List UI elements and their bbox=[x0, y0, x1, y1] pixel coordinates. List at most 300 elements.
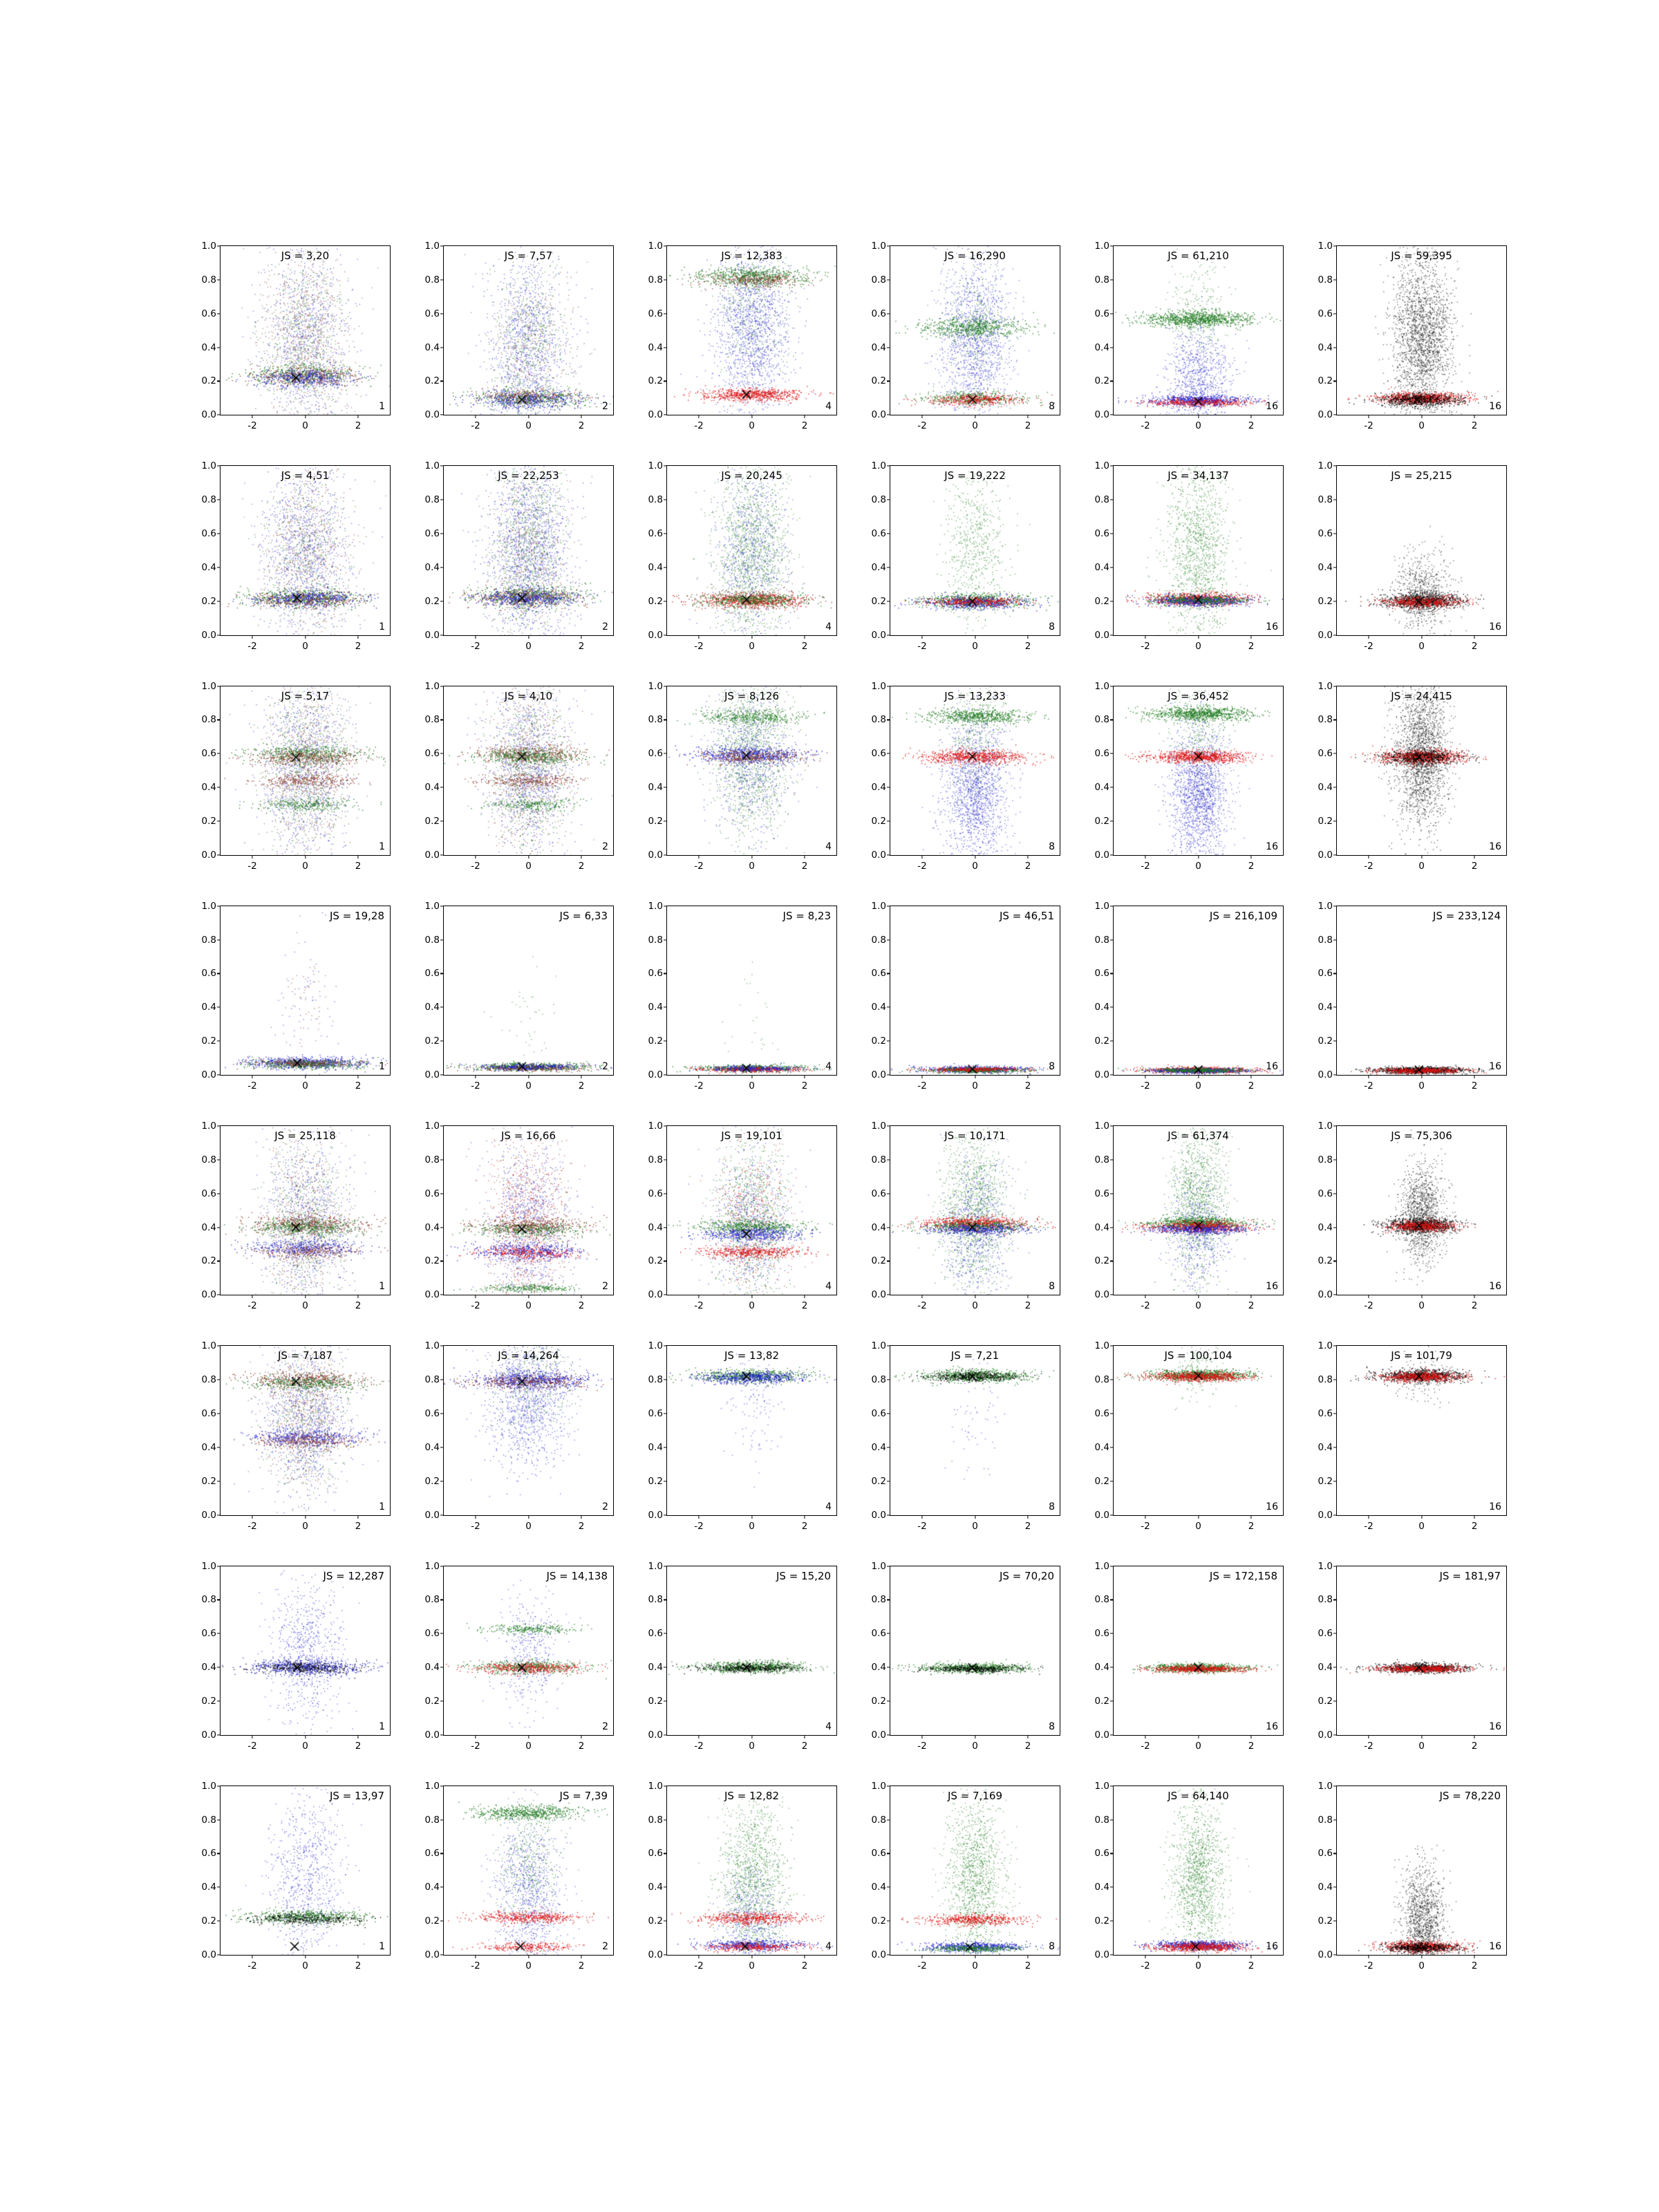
js-divergence-label: JS = 12,82 bbox=[724, 1789, 779, 1802]
y-axis-tick-label: 0.4 bbox=[648, 782, 663, 794]
x-axis-tick-label: -2 bbox=[917, 1520, 927, 1532]
y-axis-tick-label: 0.2 bbox=[1318, 1035, 1333, 1047]
js-divergence-label: JS = 20,245 bbox=[721, 469, 782, 482]
panel-index-label: 16 bbox=[1266, 401, 1278, 413]
subplot-axes[interactable] bbox=[1318, 900, 1507, 1091]
subplot-axes[interactable] bbox=[648, 1780, 837, 1971]
x-axis-tick-label: 0 bbox=[302, 1740, 308, 1752]
x-axis-tick-label: -2 bbox=[694, 860, 704, 872]
y-axis-tick-label: 0.4 bbox=[424, 341, 440, 353]
x-axis-tick-label: 2 bbox=[355, 640, 362, 652]
x-axis-tick-mark bbox=[357, 1955, 358, 1958]
subplot-cell bbox=[1303, 241, 1507, 447]
y-axis-tick-label: 1.0 bbox=[1094, 1340, 1109, 1352]
x-axis-tick-mark bbox=[921, 415, 922, 418]
y-axis-tick-label: 0.0 bbox=[648, 1949, 663, 1960]
subplot-axes[interactable] bbox=[1094, 1780, 1284, 1971]
js-divergence-label: JS = 12,287 bbox=[323, 1569, 384, 1582]
y-axis-tick-label: 0.0 bbox=[201, 409, 216, 421]
js-divergence-label: JS = 14,138 bbox=[546, 1569, 608, 1582]
y-axis-tick-label: 0.8 bbox=[1318, 1594, 1333, 1606]
x-axis-tick-label: 0 bbox=[525, 1080, 532, 1091]
subplot-axes[interactable] bbox=[871, 241, 1060, 432]
x-axis-tick-label: 2 bbox=[1471, 420, 1478, 432]
y-axis-tick-label: 0.6 bbox=[648, 968, 663, 980]
subplot-cell bbox=[187, 241, 391, 447]
subplot-cell bbox=[410, 900, 614, 1107]
subplot-axes[interactable] bbox=[424, 241, 614, 432]
subplot-axes[interactable] bbox=[648, 460, 837, 652]
subplot-axes[interactable] bbox=[1318, 680, 1507, 872]
panel-index-label: 1 bbox=[379, 1941, 385, 1952]
x-axis-tick-label: -2 bbox=[1141, 1300, 1150, 1312]
x-axis-tick-label: 0 bbox=[302, 1960, 308, 1971]
subplot-axes[interactable] bbox=[871, 1121, 1060, 1312]
x-axis-tick-label: 0 bbox=[1418, 420, 1425, 432]
x-axis-tick-mark bbox=[357, 855, 358, 859]
y-axis-tick-label: 0.2 bbox=[1094, 595, 1109, 607]
x-axis-tick-mark bbox=[1368, 415, 1369, 418]
y-axis-tick-label: 0.8 bbox=[1094, 1154, 1109, 1165]
scatter-points bbox=[1337, 1126, 1506, 1295]
x-axis-tick-mark bbox=[698, 1075, 699, 1078]
y-axis-tick-label: 0.0 bbox=[424, 629, 440, 641]
x-axis-tick-label: 2 bbox=[1471, 640, 1478, 652]
js-divergence-label: JS = 24,415 bbox=[1391, 689, 1452, 702]
subplot-cell bbox=[410, 241, 614, 447]
y-axis-tick-label: 0.6 bbox=[201, 308, 216, 319]
js-divergence-label: JS = 3,20 bbox=[281, 250, 330, 262]
x-axis-tick-mark bbox=[357, 635, 358, 639]
x-axis-tick-label: 2 bbox=[1471, 1960, 1478, 1971]
x-axis-tick-mark bbox=[305, 635, 306, 639]
js-divergence-label: JS = 8,23 bbox=[782, 909, 831, 922]
y-axis-tick-label: 0.4 bbox=[871, 782, 886, 794]
y-axis-tick-label: 0.0 bbox=[871, 1069, 886, 1080]
y-axis-tick-label: 0.0 bbox=[871, 1289, 886, 1301]
y-axis-tick-label: 0.0 bbox=[1094, 1949, 1109, 1960]
y-axis-tick-label: 0.0 bbox=[1318, 1069, 1333, 1080]
x-axis-tick-mark bbox=[1250, 855, 1251, 859]
y-axis-tick-label: 1.0 bbox=[1094, 460, 1109, 472]
panel-index-label: 2 bbox=[602, 1281, 608, 1293]
panel-index-label: 16 bbox=[1266, 1501, 1278, 1512]
subplot-axes[interactable] bbox=[424, 1121, 614, 1312]
x-axis-tick-label: -2 bbox=[247, 1080, 257, 1091]
panel-index-label: 16 bbox=[1266, 1721, 1278, 1732]
x-axis-tick-label: 2 bbox=[1024, 1520, 1031, 1532]
y-axis-tick-label: 0.0 bbox=[1318, 1729, 1333, 1741]
panel-index-label: 1 bbox=[379, 1501, 385, 1512]
x-axis-tick-mark bbox=[357, 415, 358, 418]
subplot-axes[interactable] bbox=[1094, 900, 1284, 1091]
x-axis-tick-label: 0 bbox=[749, 1740, 755, 1752]
subplot-axes[interactable] bbox=[1094, 241, 1284, 432]
panel-index-label: 1 bbox=[379, 401, 385, 413]
x-axis-tick-label: 2 bbox=[801, 1080, 808, 1091]
x-axis-tick-label: 0 bbox=[525, 1740, 532, 1752]
y-axis-tick-label: 0.6 bbox=[648, 308, 663, 319]
x-axis-tick-label: -2 bbox=[1364, 1960, 1374, 1971]
x-axis-tick-label: 2 bbox=[1024, 1960, 1031, 1971]
x-axis-tick-mark bbox=[804, 855, 805, 859]
x-axis-tick-label: 0 bbox=[302, 420, 308, 432]
subplot-axes[interactable] bbox=[424, 1780, 614, 1971]
y-axis-tick-label: 0.0 bbox=[1094, 1509, 1109, 1521]
subplot-axes[interactable] bbox=[648, 1121, 837, 1312]
y-axis-tick-label: 0.6 bbox=[1318, 1628, 1333, 1640]
y-axis-tick-label: 0.8 bbox=[201, 934, 216, 946]
y-axis-tick-label: 0.6 bbox=[424, 968, 440, 980]
y-axis-tick-label: 0.8 bbox=[648, 714, 663, 726]
x-axis-tick-label: 0 bbox=[972, 1080, 978, 1091]
subplot-axes[interactable] bbox=[424, 1340, 614, 1532]
y-axis-tick-label: 0.2 bbox=[424, 1695, 440, 1707]
y-axis-tick-label: 0.4 bbox=[1094, 341, 1109, 353]
x-axis-tick-label: 0 bbox=[972, 860, 978, 872]
y-axis-tick-label: 0.4 bbox=[1318, 1221, 1333, 1233]
y-axis-tick-label: 1.0 bbox=[424, 241, 440, 252]
x-axis-tick-mark bbox=[305, 855, 306, 859]
y-axis-tick-label: 0.2 bbox=[648, 1475, 663, 1487]
y-axis-tick-label: 0.6 bbox=[1318, 1848, 1333, 1859]
y-axis-tick-label: 1.0 bbox=[1318, 1340, 1333, 1352]
subplot-axes[interactable] bbox=[648, 1340, 837, 1532]
y-axis-tick-label: 0.8 bbox=[871, 274, 886, 285]
y-axis-tick-label: 0.4 bbox=[1318, 782, 1333, 794]
x-axis-tick-mark bbox=[1421, 855, 1422, 859]
x-axis-tick-mark bbox=[1368, 635, 1369, 639]
y-axis-tick-label: 0.8 bbox=[424, 494, 440, 506]
x-axis-tick-label: 2 bbox=[1248, 860, 1255, 872]
subplot-axes[interactable] bbox=[871, 1340, 1060, 1532]
x-axis-tick-label: -2 bbox=[247, 640, 257, 652]
x-axis-tick-mark bbox=[1198, 635, 1199, 639]
x-axis-tick-label: -2 bbox=[471, 1960, 480, 1971]
x-axis-tick-label: -2 bbox=[1364, 640, 1374, 652]
y-axis-tick-label: 0.0 bbox=[1094, 1069, 1109, 1080]
js-divergence-label: JS = 46,51 bbox=[1000, 909, 1054, 922]
y-axis-tick-label: 0.4 bbox=[201, 561, 216, 573]
y-axis-tick-label: 0.0 bbox=[1094, 849, 1109, 861]
x-axis-tick-label: 2 bbox=[1471, 1740, 1478, 1752]
x-axis-tick-label: 0 bbox=[1195, 1520, 1201, 1532]
y-axis-tick-label: 1.0 bbox=[871, 1780, 886, 1792]
x-axis-tick-label: 0 bbox=[302, 640, 308, 652]
y-axis-tick-label: 0.8 bbox=[1094, 934, 1109, 946]
x-axis-tick-label: 2 bbox=[1471, 1080, 1478, 1091]
y-axis-tick-label: 1.0 bbox=[1094, 1560, 1109, 1572]
x-axis-tick-mark bbox=[921, 1515, 922, 1519]
x-axis-tick-label: 2 bbox=[578, 860, 585, 872]
x-axis-tick-label: -2 bbox=[247, 1520, 257, 1532]
x-axis-tick-mark bbox=[305, 1735, 306, 1738]
y-axis-tick-label: 0.0 bbox=[1318, 1289, 1333, 1301]
x-axis-tick-label: 2 bbox=[1024, 1080, 1031, 1091]
x-axis-tick-label: 2 bbox=[355, 1300, 362, 1312]
y-axis-tick-label: 0.8 bbox=[424, 1154, 440, 1165]
scatter-points bbox=[444, 466, 613, 635]
subplot-cell bbox=[410, 460, 614, 667]
subplot-cell bbox=[187, 460, 391, 667]
x-axis-tick-mark bbox=[528, 1075, 529, 1078]
subplot-axes[interactable] bbox=[424, 680, 614, 872]
y-axis-tick-label: 0.4 bbox=[648, 1221, 663, 1233]
y-axis-tick-label: 1.0 bbox=[1318, 680, 1333, 692]
subplot-axes[interactable] bbox=[648, 241, 837, 432]
js-divergence-label: JS = 6,33 bbox=[559, 909, 608, 922]
y-axis-tick-label: 0.0 bbox=[424, 1729, 440, 1741]
x-axis-tick-label: 2 bbox=[355, 1960, 362, 1971]
x-axis-tick-label: 0 bbox=[749, 1300, 755, 1312]
subplot-axes[interactable] bbox=[1094, 1121, 1284, 1312]
subplot-axes[interactable] bbox=[871, 1780, 1060, 1971]
y-axis-tick-label: 0.0 bbox=[1094, 629, 1109, 641]
x-axis-tick-mark bbox=[804, 1295, 805, 1298]
y-axis-tick-label: 0.8 bbox=[1318, 1374, 1333, 1386]
x-axis-tick-label: 0 bbox=[749, 1520, 755, 1532]
y-axis-tick-label: 0.8 bbox=[871, 1594, 886, 1606]
y-axis-tick-label: 0.4 bbox=[424, 1882, 440, 1893]
y-axis-tick-label: 0.0 bbox=[1318, 849, 1333, 861]
y-axis-tick-label: 0.0 bbox=[424, 849, 440, 861]
subplot-axes[interactable] bbox=[201, 460, 391, 652]
panel-index-label: 16 bbox=[1489, 1281, 1501, 1293]
x-axis-tick-mark bbox=[698, 1295, 699, 1298]
subplot-cell bbox=[1303, 1121, 1507, 1327]
y-axis-tick-label: 0.8 bbox=[1318, 274, 1333, 285]
panel-index-label: 16 bbox=[1489, 841, 1501, 852]
scatter-points bbox=[221, 246, 390, 415]
scatter-points bbox=[667, 246, 836, 415]
y-axis-tick-label: 0.2 bbox=[424, 815, 440, 827]
x-axis-tick-mark bbox=[921, 1075, 922, 1078]
scatter-points bbox=[1337, 1566, 1506, 1735]
x-axis-tick-label: 0 bbox=[1195, 420, 1201, 432]
x-axis-tick-mark bbox=[751, 1075, 752, 1078]
y-axis-tick-label: 0.4 bbox=[871, 561, 886, 573]
js-divergence-label: JS = 78,220 bbox=[1439, 1789, 1501, 1802]
y-axis-tick-label: 0.0 bbox=[201, 629, 216, 641]
y-axis-tick-label: 0.2 bbox=[201, 1255, 216, 1267]
scatter-points bbox=[1114, 1786, 1283, 1955]
x-axis-tick-mark bbox=[921, 1735, 922, 1738]
x-axis-tick-mark bbox=[475, 1515, 476, 1519]
x-axis-tick-label: 2 bbox=[578, 1300, 585, 1312]
scatter-points bbox=[444, 1786, 613, 1955]
subplot-axes[interactable] bbox=[648, 1560, 837, 1752]
y-axis-tick-label: 1.0 bbox=[424, 900, 440, 912]
subplot-cell bbox=[1303, 680, 1507, 888]
subplot-axes[interactable] bbox=[1094, 1340, 1284, 1532]
y-axis-tick-label: 1.0 bbox=[201, 1560, 216, 1572]
x-axis-tick-label: 0 bbox=[302, 1520, 308, 1532]
x-axis-tick-mark bbox=[475, 415, 476, 418]
y-axis-tick-label: 0.0 bbox=[424, 1509, 440, 1521]
y-axis-tick-label: 0.6 bbox=[201, 1628, 216, 1640]
y-axis-tick-label: 0.0 bbox=[648, 409, 663, 421]
x-axis-tick-mark bbox=[305, 1515, 306, 1519]
y-axis-tick-label: 0.8 bbox=[871, 494, 886, 506]
panel-index-label: 16 bbox=[1489, 1721, 1501, 1732]
subplot-axes[interactable] bbox=[648, 680, 837, 872]
y-axis-tick-label: 0.0 bbox=[871, 629, 886, 641]
subplot-cell bbox=[1080, 241, 1284, 447]
x-axis-tick-label: 2 bbox=[801, 1960, 808, 1971]
y-axis-tick-label: 0.2 bbox=[201, 595, 216, 607]
y-axis-tick-label: 0.4 bbox=[871, 341, 886, 353]
panel-index-label: 1 bbox=[379, 1061, 385, 1072]
subplot-axes[interactable] bbox=[1318, 460, 1507, 652]
x-axis-tick-label: -2 bbox=[471, 1080, 480, 1091]
y-axis-tick-label: 1.0 bbox=[648, 680, 663, 692]
x-axis-tick-mark bbox=[475, 1735, 476, 1738]
x-axis-tick-mark bbox=[1198, 415, 1199, 418]
y-axis-tick-label: 1.0 bbox=[424, 680, 440, 692]
y-axis-tick-label: 0.8 bbox=[871, 1154, 886, 1165]
subplot-axes[interactable] bbox=[424, 900, 614, 1091]
y-axis-tick-label: 0.6 bbox=[424, 748, 440, 760]
x-axis-tick-label: 0 bbox=[972, 640, 978, 652]
x-axis-tick-label: 0 bbox=[525, 1520, 532, 1532]
panel-index-label: 2 bbox=[602, 1941, 608, 1952]
subplot-axes[interactable] bbox=[201, 1560, 391, 1752]
y-axis-tick-label: 0.8 bbox=[201, 274, 216, 285]
y-axis-tick-label: 0.4 bbox=[1094, 561, 1109, 573]
y-axis-tick-label: 0.6 bbox=[1094, 1848, 1109, 1859]
x-axis-tick-mark bbox=[1250, 1735, 1251, 1738]
y-axis-tick-label: 0.2 bbox=[424, 1915, 440, 1927]
subplot-axes[interactable] bbox=[1318, 1340, 1507, 1532]
scatter-points bbox=[890, 906, 1060, 1075]
x-axis-tick-mark bbox=[475, 1295, 476, 1298]
x-axis-tick-label: 0 bbox=[972, 420, 978, 432]
y-axis-tick-label: 0.0 bbox=[1318, 629, 1333, 641]
x-axis-tick-mark bbox=[804, 415, 805, 418]
y-axis-tick-label: 0.0 bbox=[424, 1289, 440, 1301]
x-axis-tick-mark bbox=[1027, 1955, 1028, 1958]
subplot-axes[interactable] bbox=[201, 1121, 391, 1312]
panel-index-label: 1 bbox=[379, 621, 385, 632]
x-axis-tick-mark bbox=[921, 855, 922, 859]
x-axis-tick-label: 0 bbox=[302, 1300, 308, 1312]
panel-index-label: 4 bbox=[825, 1721, 832, 1732]
x-axis-tick-mark bbox=[305, 1955, 306, 1958]
y-axis-tick-label: 0.0 bbox=[201, 1069, 216, 1080]
y-axis-tick-label: 1.0 bbox=[424, 1780, 440, 1792]
subplot-axes[interactable] bbox=[424, 460, 614, 652]
y-axis-tick-label: 0.8 bbox=[424, 934, 440, 946]
x-axis-tick-label: -2 bbox=[694, 1080, 704, 1091]
y-axis-tick-label: 0.8 bbox=[201, 1594, 216, 1606]
x-axis-tick-label: 0 bbox=[749, 1080, 755, 1091]
y-axis-tick-label: 0.8 bbox=[1094, 1594, 1109, 1606]
y-axis-tick-label: 0.4 bbox=[1318, 1002, 1333, 1013]
y-axis-tick-label: 0.2 bbox=[1318, 1695, 1333, 1707]
y-axis-tick-label: 0.6 bbox=[201, 1407, 216, 1419]
x-axis-tick-label: 0 bbox=[972, 1740, 978, 1752]
y-axis-tick-label: 0.4 bbox=[201, 1441, 216, 1453]
subplot-cell bbox=[1303, 1340, 1507, 1547]
x-axis-tick-mark bbox=[751, 855, 752, 859]
subplot-axes[interactable] bbox=[201, 1340, 391, 1532]
x-axis-tick-label: 0 bbox=[1418, 1740, 1425, 1752]
y-axis-tick-label: 0.4 bbox=[1318, 341, 1333, 353]
y-axis-tick-label: 0.4 bbox=[648, 1882, 663, 1893]
panel-index-label: 2 bbox=[602, 1501, 608, 1512]
x-axis-tick-label: -2 bbox=[471, 1300, 480, 1312]
x-axis-tick-mark bbox=[528, 1955, 529, 1958]
subplot-axes[interactable] bbox=[648, 900, 837, 1091]
y-axis-tick-label: 1.0 bbox=[1094, 241, 1109, 252]
x-axis-tick-label: -2 bbox=[1364, 420, 1374, 432]
x-axis-tick-label: 2 bbox=[578, 640, 585, 652]
subplot-axes[interactable] bbox=[1318, 1121, 1507, 1312]
x-axis-tick-mark bbox=[1421, 1955, 1422, 1958]
scatter-points bbox=[890, 1566, 1060, 1735]
scatter-points bbox=[1337, 1786, 1506, 1955]
subplot-axes[interactable] bbox=[871, 460, 1060, 652]
y-axis-tick-label: 0.0 bbox=[871, 1509, 886, 1521]
js-divergence-label: JS = 36,452 bbox=[1168, 689, 1229, 702]
y-axis-tick-label: 0.8 bbox=[424, 714, 440, 726]
subplot-cell bbox=[410, 1121, 614, 1327]
subplot-axes[interactable] bbox=[201, 1780, 391, 1971]
subplot-axes[interactable] bbox=[1318, 1560, 1507, 1752]
subplot-axes[interactable] bbox=[424, 1560, 614, 1752]
x-axis-tick-mark bbox=[305, 1295, 306, 1298]
x-axis-tick-label: 2 bbox=[1248, 420, 1255, 432]
panel-index-label: 16 bbox=[1266, 1281, 1278, 1293]
panel-index-label: 4 bbox=[825, 1501, 832, 1512]
x-axis-tick-label: -2 bbox=[1141, 1080, 1150, 1091]
js-divergence-label: JS = 15,20 bbox=[776, 1569, 831, 1582]
subplot-axes[interactable] bbox=[1318, 241, 1507, 432]
x-axis-tick-mark bbox=[804, 1955, 805, 1958]
subplot-axes[interactable] bbox=[1094, 680, 1284, 872]
subplot-cell bbox=[187, 1121, 391, 1327]
subplot-axes[interactable] bbox=[871, 680, 1060, 872]
subplot-cell bbox=[856, 680, 1060, 888]
y-axis-tick-label: 0.8 bbox=[1094, 1814, 1109, 1826]
subplot-axes[interactable] bbox=[201, 900, 391, 1091]
subplot-axes[interactable] bbox=[1094, 460, 1284, 652]
y-axis-tick-label: 0.2 bbox=[1318, 1915, 1333, 1927]
subplot-cell bbox=[633, 900, 837, 1107]
y-axis-tick-label: 0.2 bbox=[424, 1475, 440, 1487]
x-axis-tick-label: -2 bbox=[694, 420, 704, 432]
subplot-axes[interactable] bbox=[1094, 1560, 1284, 1752]
subplot-cell bbox=[187, 900, 391, 1107]
scatter-points bbox=[1114, 246, 1283, 415]
y-axis-tick-label: 0.8 bbox=[201, 714, 216, 726]
subplot-cell bbox=[1080, 1340, 1284, 1547]
panel-index-label: 1 bbox=[379, 1721, 385, 1732]
js-divergence-label: JS = 10,171 bbox=[944, 1130, 1006, 1142]
subplot-axes[interactable] bbox=[871, 900, 1060, 1091]
subplot-axes[interactable] bbox=[871, 1560, 1060, 1752]
subplot-cell bbox=[1080, 1121, 1284, 1327]
subplot-axes[interactable] bbox=[201, 241, 391, 432]
subplot-axes[interactable] bbox=[1318, 1780, 1507, 1971]
x-axis-tick-mark bbox=[751, 415, 752, 418]
x-axis-tick-label: 2 bbox=[1471, 1300, 1478, 1312]
subplot-axes[interactable] bbox=[201, 680, 391, 872]
subplot-cell bbox=[187, 1340, 391, 1547]
x-axis-tick-label: 2 bbox=[1024, 1740, 1031, 1752]
y-axis-tick-label: 0.6 bbox=[1094, 1188, 1109, 1199]
x-axis-tick-mark bbox=[1368, 1955, 1369, 1958]
